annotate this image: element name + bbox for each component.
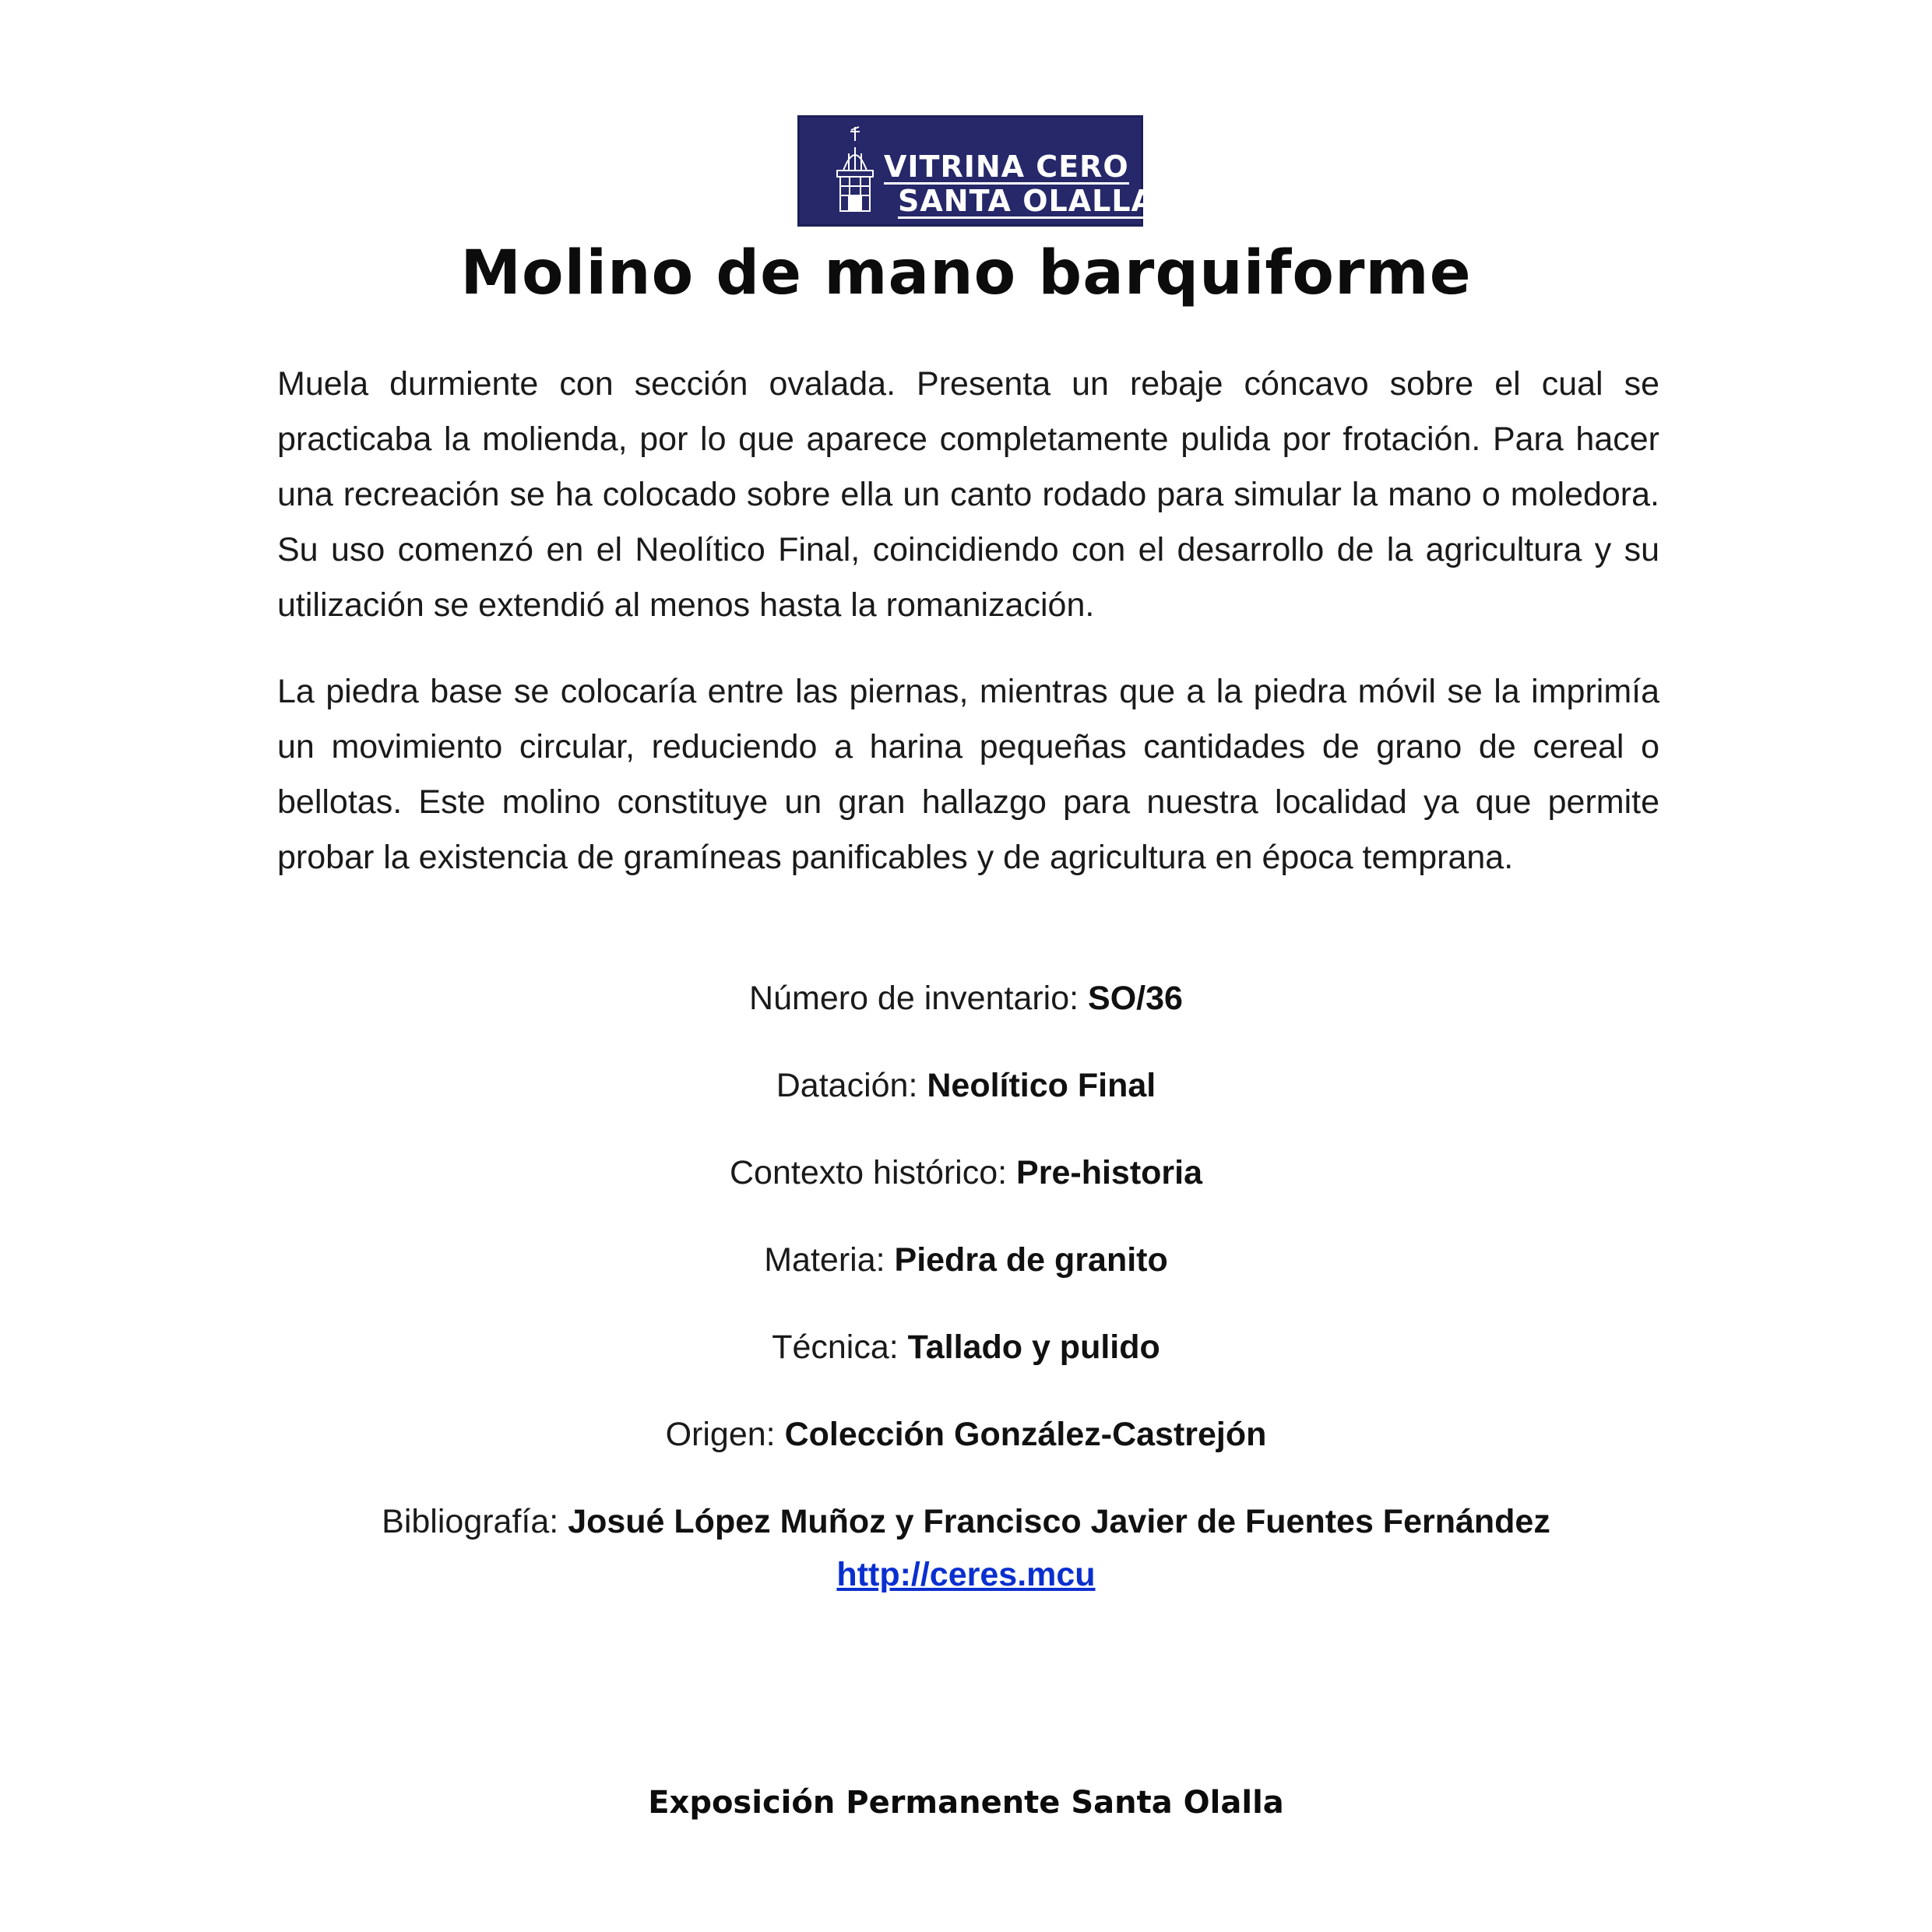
footer-text: Exposición Permanente Santa Olalla	[648, 1785, 1284, 1821]
bibliography-link[interactable]: http://ceres.mcu	[836, 1556, 1096, 1593]
detail-label: Número de inventario:	[749, 980, 1089, 1017]
logo-text-line1: VITRINA CERO	[884, 150, 1129, 184]
detail-context	[0, 1149, 1932, 1196]
detail-label: Contexto histórico:	[729, 1154, 1017, 1191]
detail-value: Josué López Muñoz y Francisco Javier de Fuentes Fernández	[568, 1503, 1550, 1540]
detail-material	[0, 1237, 1932, 1283]
page-title: Molino de mano barquiforme	[460, 238, 1472, 308]
detail-label: Datación:	[776, 1067, 927, 1104]
tower-icon	[828, 124, 882, 222]
detail-origin	[0, 1411, 1932, 1458]
logo	[797, 115, 1155, 227]
detail-dating	[0, 1062, 1932, 1109]
paragraph: La piedra base se colocaría entre las piernas, mientras que a la piedra móvil se la imprimía un movimiento circular, reduciendo a harina pequeñas cantidades de grano de cereal o bellotas. Este molino constituye un gran hallazgo para nuestra localidad ya que permite probar la existencia de gramíneas panificables y de agricultura en época temprana.	[277, 673, 1659, 876]
detail-label: Bibliografía:	[382, 1503, 568, 1540]
detail-label: Técnica:	[772, 1328, 908, 1366]
bibliography-link-row	[0, 1551, 1932, 1598]
logo-text-line2: SANTA OLALLA	[898, 184, 1155, 218]
detail-value: Neolítico Final	[927, 1067, 1156, 1104]
detail-technique	[0, 1324, 1932, 1371]
description	[277, 357, 1659, 917]
detail-value: Pre-historia	[1016, 1154, 1203, 1191]
details-list	[0, 975, 1932, 1638]
detail-value: Colección González-Castrejón	[784, 1416, 1267, 1453]
detail-value: Piedra de granito	[894, 1241, 1168, 1279]
detail-value: Tallado y pulido	[907, 1328, 1160, 1366]
detail-label: Origen:	[665, 1416, 785, 1453]
detail-inventory	[0, 975, 1932, 1022]
detail-bibliography	[0, 1498, 1932, 1545]
detail-label: Materia:	[764, 1241, 895, 1279]
detail-value: SO/36	[1088, 980, 1183, 1017]
paragraph: Muela durmiente con sección ovalada. Presenta un rebaje cóncavo sobre el cual se practicaba la molienda, por lo que aparece completamente pulida por frotación. Para hacer una recreación se ha colocado sobre ella un canto rodado para simular la mano o moledora. Su uso comenzó en el Neolítico Final, coincidiendo con el desarrollo de la agricultura y su utilización se extendió al menos hasta la romanización.	[277, 365, 1659, 624]
